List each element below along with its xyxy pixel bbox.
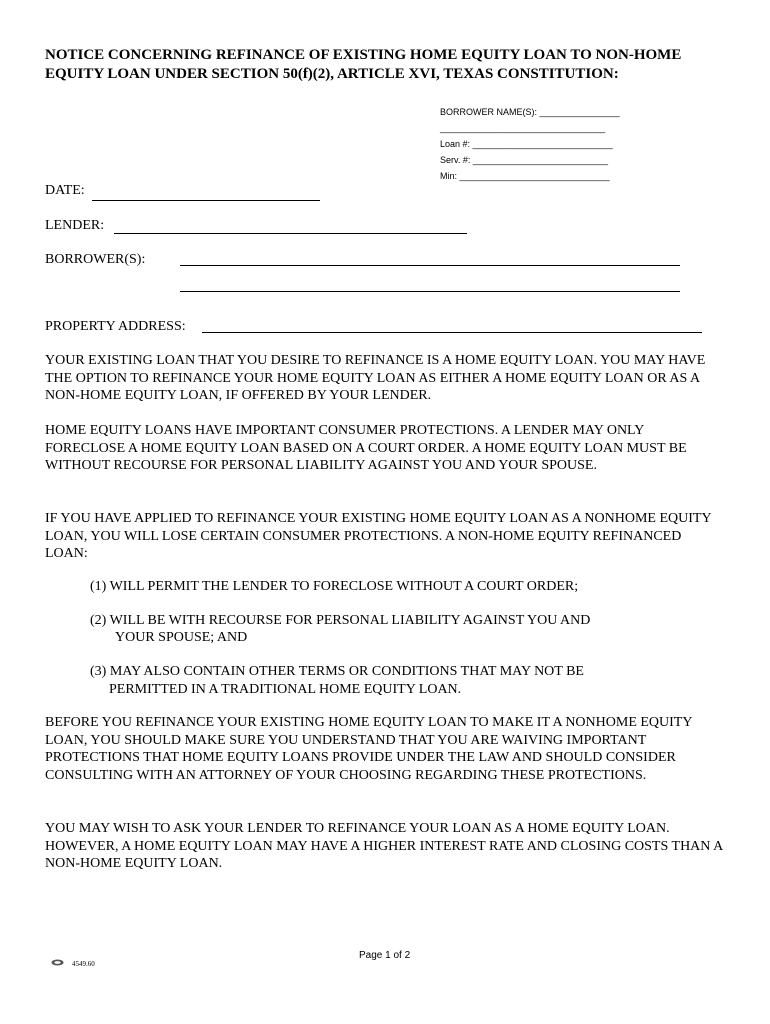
date-line bbox=[92, 200, 320, 201]
loan-number-field: Loan #: ____________________________ bbox=[440, 139, 613, 149]
borrower-info-block bbox=[440, 104, 620, 184]
borrowers-line-1 bbox=[180, 265, 680, 266]
page-number: Page 1 of 2 bbox=[359, 950, 411, 961]
list-item-1: (1) WILL PERMIT THE LENDER TO FORECLOSE WITHOUT A COURT ORDER; bbox=[90, 579, 579, 594]
lender-line bbox=[114, 233, 467, 234]
list-item-3-line-2: PERMITTED IN A TRADITIONAL HOME EQUITY LOAN. bbox=[109, 682, 462, 697]
form-code: 4549.60 bbox=[72, 960, 95, 968]
lender-label: LENDER: bbox=[45, 218, 105, 233]
list-item-2-line-1: (2) WILL BE WITH RECOURSE FOR PERSONAL LIABILITY AGAINST YOU AND bbox=[90, 613, 591, 628]
form-logo-icon bbox=[51, 959, 64, 966]
borrowers-line-2 bbox=[180, 291, 680, 292]
borrower-names-blank-line: _________________________________ bbox=[440, 123, 606, 133]
property-address-label: PROPERTY ADDRESS: bbox=[45, 319, 186, 334]
paragraph-nonhome-refinance: IF YOU HAVE APPLIED TO REFINANCE YOUR EXISTING HOME EQUITY LOAN AS A NONHOME EQUITY LOAN, YOU WILL LOSE CERTAIN CONSUMER PROTECTIONS. A NON-HOME EQUITY REFINANCED LOAN: bbox=[45, 511, 712, 562]
serv-number-field: Serv. #: ___________________________ bbox=[440, 155, 608, 165]
document-title: NOTICE CONCERNING REFINANCE OF EXISTING HOME EQUITY LOAN TO NON-HOME EQUITY LOAN UNDER SECTION 50(f)(2), ARTICLE XVI, TEXAS CONSTITUTION: bbox=[45, 47, 682, 82]
paragraph-consumer-protections: HOME EQUITY LOANS HAVE IMPORTANT CONSUMER PROTECTIONS. A LENDER MAY ONLY FORECLOSE A HOME EQUITY LOAN BASED ON A COURT ORDER. A HOME EQUITY LOAN MUST BE WITHOUT RECOURSE FOR PERSONAL LIABILITY AGAINST YOU AND YOUR SPOUSE. bbox=[45, 423, 687, 474]
date-label: DATE: bbox=[45, 183, 85, 198]
list-item-3-line-1: (3) MAY ALSO CONTAIN OTHER TERMS OR CONDITIONS THAT MAY NOT BE bbox=[90, 664, 584, 679]
list-item-2-line-2: YOUR SPOUSE; AND bbox=[115, 630, 248, 645]
paragraph-ask-your-lender: YOU MAY WISH TO ASK YOUR LENDER TO REFINANCE YOUR LOAN AS A HOME EQUITY LOAN. HOWEVER, A HOME EQUITY LOAN MAY HAVE A HIGHER INTEREST RATE AND CLOSING COSTS THAN A NON-HOME EQUITY LOAN. bbox=[45, 821, 723, 872]
borrowers-label: BORROWER(S): bbox=[45, 252, 146, 267]
min-number-field: Min: ______________________________ bbox=[440, 171, 610, 181]
paragraph-existing-loan: YOUR EXISTING LOAN THAT YOU DESIRE TO REFINANCE IS A HOME EQUITY LOAN. YOU MAY HAVE THE OPTION TO REFINANCE YOUR HOME EQUITY LOAN AS EITHER A HOME EQUITY LOAN OR AS A NON-HOME EQUITY LOAN, IF OFFERED BY YOUR LENDER. bbox=[45, 353, 706, 404]
paragraph-before-you-refinance: BEFORE YOU REFINANCE YOUR EXISTING HOME EQUITY LOAN TO MAKE IT A NONHOME EQUITY LOAN, YOU SHOULD MAKE SURE YOU UNDERSTAND THAT YOU ARE WAIVING IMPORTANT PROTECTIONS THAT HOME EQUITY LOANS PROVIDE UNDER THE LAW AND SHOULD CONSIDER CONSULTING WITH AN ATTORNEY OF YOUR CHOOSING REGARDING THESE PROTECTIONS. bbox=[45, 715, 692, 783]
borrower-names-field: BORROWER NAME(S): ________________ bbox=[440, 107, 620, 117]
property-address-line bbox=[202, 332, 702, 333]
